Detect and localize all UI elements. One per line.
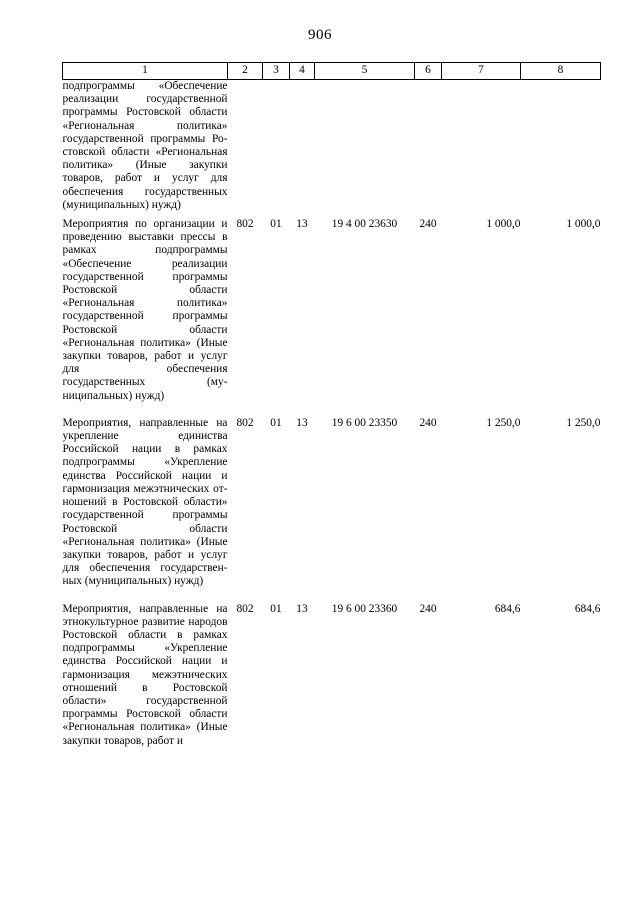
ministry-code: 802: [236, 218, 254, 231]
expense-type-code: 240: [419, 416, 437, 429]
target-code: 19 6 00 23350: [331, 416, 398, 429]
amount-second: 1 000,0: [566, 218, 601, 231]
column-header: 3: [263, 63, 290, 80]
ministry-code: 802: [236, 602, 254, 615]
row-description: Мероприятия, направленные на укрепление единиства Российской нации в рамках подпрограммы «Укрепление единства Российской нации и гармонизация межэтнических отношений в Ростовской области» государственной программы Ростовской области «Региональная политика» (Иные закупки товаров, работ и услуг для обеспечения государственных (муниципальных) нужд): [62, 416, 228, 588]
amount-second: 1 250,0: [566, 416, 601, 429]
subsection-code: 13: [296, 602, 308, 615]
subsection-code: 13: [296, 218, 308, 231]
section-code: 01: [270, 218, 282, 231]
table-row: [63, 411, 601, 597]
expense-type-code: 240: [419, 602, 437, 615]
subsection-code: 13: [296, 416, 308, 429]
amount-second: 684,6: [574, 602, 601, 615]
target-code: 19 4 00 23630: [331, 218, 398, 231]
ministry-code: 802: [236, 416, 254, 429]
table-row: [63, 212, 601, 411]
column-header: 8: [521, 63, 601, 80]
section-code: 01: [270, 602, 282, 615]
row-description: Мероприятия по организации и проведению выставки прессы в рамках подпрограммы «Обеспечение реализации государственной программы Ростовской области «Региональная политика» государственной программы Ростовской области «Региональная политика» (Иные закупки товаров, работ и услуг для обеспечения государственных (муниципальных) нужд): [62, 218, 228, 402]
column-header: 6: [415, 63, 442, 80]
column-header: 5: [315, 63, 415, 80]
column-header: 1: [63, 63, 228, 80]
amount-first: 684,6: [494, 602, 521, 615]
table-row: [63, 597, 601, 756]
amount-first: 1 000,0: [486, 218, 521, 231]
expense-type-code: 240: [419, 218, 437, 231]
column-header: 7: [442, 63, 521, 80]
page-number: 906: [308, 27, 332, 43]
section-code: 01: [270, 416, 282, 429]
amount-first: 1 250,0: [486, 416, 521, 429]
budget-table: [62, 62, 601, 756]
table-header-row: [63, 63, 601, 80]
table-row-continuation: [63, 80, 601, 213]
column-header: 4: [290, 63, 315, 80]
row-description: Мероприятия, направленные на этнокультурное развитие народов Ростовской области в рамках подпрограммы «Укрепление единства Российской нации и гармонизация межэтнических отношений в Ростовской области» государственной программы Ростовской области «Региональная политика» (Иные закупки товаров, работ и: [62, 602, 228, 747]
target-code: 19 6 00 23360: [331, 602, 398, 615]
column-header: 2: [228, 63, 263, 80]
row-description: подпрограммы «Обеспечение реализации государственной программы Ростовской области «Региональная политика» государственной программы Ростовской области «Региональная политика» (Иные закупки товаров, работ и услуг для обеспечения государственных (муниципальных) нужд): [62, 80, 228, 211]
